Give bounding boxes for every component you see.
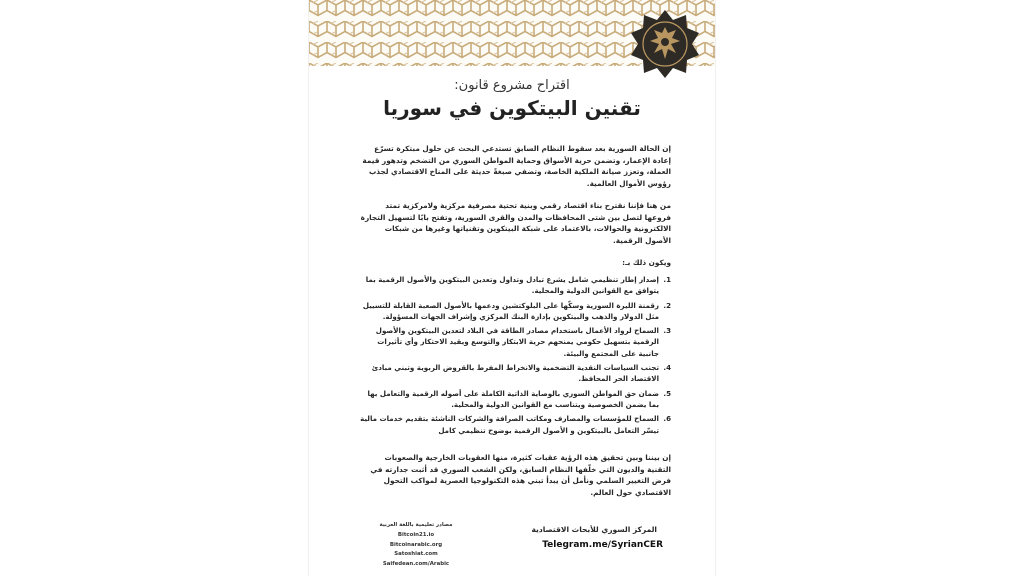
list-item: 3. السماح لرواد الأعمال باستخدام مصادر الطاقة في البلاد لتعدين البيتكوين والأصول الرقمية بتسهيل حكومي يمنحهم حرية الابتكار والتوسع ويقيد الاحتكار وأي تأثيرات جانبية على المجتمع والبيئة. xyxy=(375,326,671,358)
proposal-points-list xyxy=(359,274,671,439)
source-link[interactable]: Satoshiat.com xyxy=(394,551,438,558)
intro-paragraph: إن الحالة السورية بعد سقوط النظام السابق تستدعي البحث عن حلول مبتكرة تسرّع إعادة الإعمار، وتضمن حرية الأسواق وحماية المواطن السوري من التضخم وتدهور قيمة العملة، وتعزز صيانة الملكية الخاصة، وتضفي صبغةً حديثة على المناخ الاقتصادي لجذب رؤوس الأموال العالمية. xyxy=(362,144,671,189)
list-item: 4. تجنب السياسات النقدية التضخمية والانخراط المفرط بالقروض الربوية وتبني مبادئ الاقتصاد الحر المحافظ. xyxy=(371,363,671,384)
document-subtitle: اقتراح مشروع قانون: xyxy=(454,78,570,93)
list-item: 1. إصدار إطار تنظيمي شامل يشرع تبادل وتداول وتعدين البيتكوين والأصول الرقمية بما يتوافق مع القوانين الدولية والمحلية. xyxy=(365,275,671,296)
telegram-link[interactable]: Telegram.me/SyrianCER xyxy=(542,540,663,550)
list-item: 5. ضمان حق المواطن السوري بالوصاية الذاتية الكاملة على أصوله الرقمية والتعامل بها بما يضمن الخصوصية ويتناسب مع القوانين الدولية والمحلية. xyxy=(367,388,671,409)
proposal-document xyxy=(309,0,715,576)
source-link[interactable]: Bitcoinarabic.org xyxy=(389,541,443,548)
vision-paragraph: من هنا فإننا نقترح بناء اقتصاد رقمي وبنية تحتية مصرفية مركزية ولامركزية تمتد فروعها لتصل بين شتى المحافظات والمدن والقرى السورية، وتفتح بابًا لتسهيل التجارة الالكترونية والحوالات، بالاعتماد على شبكة البيتكوين وتقنياتها وغيرها من شبكات الأصول الرقمية. xyxy=(360,201,671,246)
eagle-seal-icon xyxy=(630,9,700,79)
source-link[interactable]: Bitcoin21.io xyxy=(397,531,435,538)
organization-name: المركز السوري للأبحاث الاقتصادية xyxy=(531,525,657,534)
sources-heading: مصادر تعليمية باللغة العربية xyxy=(379,522,453,528)
list-item: 2. رقمنة الليرة السورية وسكّها على البلوكتشين ودعمها بالأصول الصعبة القابلة للتسييل مثل الدولار والذهب والبيتكوين بإدارة البنك المركزي وإشراف الجهات المسؤولة. xyxy=(362,300,671,321)
list-item: 6. السماح للمؤسسات والمصارف ومكاتب الصرافة والشركات الناشئة بتقديم خدمات مالية تيسّر التعامل بالبيتكوين و الأصول الرقمية بوضوح تنظيمي كامل xyxy=(360,414,671,435)
lead-in-text: ويكون ذلك بـ: xyxy=(622,258,671,267)
document-title: تقنين البيتكوين في سوريا xyxy=(383,96,641,120)
closing-paragraph: إن بيننا وبين تحقيق هذه الرؤية عقبات كثيرة، منها العقوبات الخارجية والصعوبات التقنية والديون التي خلّفها النظام السابق، ولكن الشعب السوري قد أثبت جدارته في فرض التغيير السلمي ونأمل أن يبدأ تبني هذه التكنولوجيا العصرية لمواكب التحول الاقتصادي حول العالم. xyxy=(370,453,671,498)
source-link[interactable]: Saifedean.com/Arabic xyxy=(382,561,450,568)
educational-sources xyxy=(361,521,471,570)
